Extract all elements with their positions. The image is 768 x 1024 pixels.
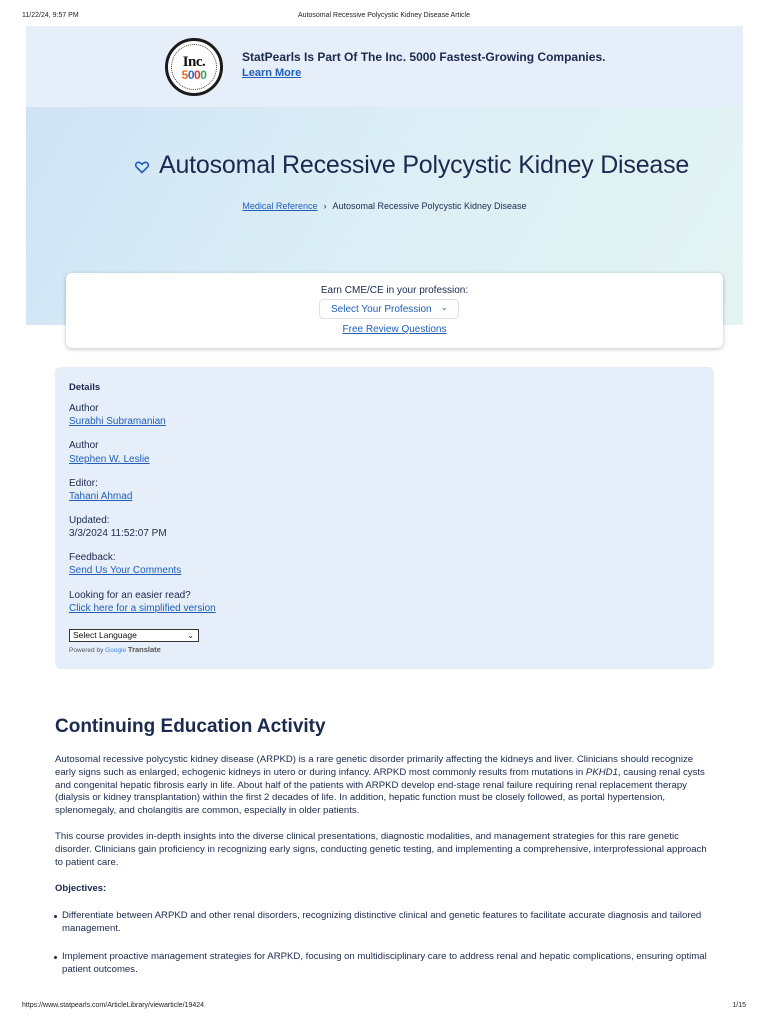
breadcrumb-medical-reference[interactable]: Medical Reference xyxy=(242,201,318,211)
course-paragraph: This course provides in-depth insights into the diverse clinical presentations, diagnostic modalities, and management strategies for this rare genetic disorder. Clinicians gain proficiency in recognizing early signs, conducting genetic testing, and implementing a comprehensive, interprofessional approach to patient care. xyxy=(55,831,707,868)
learn-more-link[interactable]: Learn More xyxy=(242,67,302,79)
easier-read-label: Looking for an easier read? xyxy=(69,590,191,601)
details-panel xyxy=(55,367,714,669)
profession-select-value: Select Your Profession xyxy=(331,304,432,315)
print-url: https://www.statpearls.com/ArticleLibrary/viewarticle/19424 xyxy=(22,1002,205,1009)
author-link-leslie[interactable]: Stephen W. Leslie xyxy=(69,454,150,465)
author-label: Author xyxy=(69,440,99,451)
print-doc-title: Autosomal Recessive Polycystic Kidney Disease Article xyxy=(298,12,470,19)
language-select-value: Select Language xyxy=(73,630,137,640)
intro-paragraph: Autosomal recessive polycystic kidney disease (ARPKD) is a rare genetic disorder primarily affecting the kidneys and liver. Clinicians should recognize early signs such as enlarged, echogenic kidneys in utero or during infancy. ARPKD most commonly results from mutations in PKHD1, causing renal cysts and congenital hepatic fibrosis early in life. About half of the patients with ARPKD develop end-stage renal failure requiring renal replacement therapy (dialysis or kidney transplantation) within the first 2 decades of life. In addition, hepatic function must be closely followed, as portal hypertension, splenomegaly, and cholangitis are common, especially in older patients. xyxy=(55,754,705,817)
details-heading: Details xyxy=(69,382,101,393)
updated-label: Updated: xyxy=(69,515,110,526)
objective-item: Differentiate between ARPKD and other renal disorders, recognizing distinctive clinical and genetic features to facilitate accurate diagnosis and tailored management. xyxy=(62,910,710,936)
editor-link-ahmad[interactable]: Tahani Ahmad xyxy=(69,491,133,502)
free-review-questions-link[interactable]: Free Review Questions xyxy=(342,324,447,335)
simplified-version-link[interactable]: Click here for a simplified version xyxy=(69,603,216,614)
editor-label: Editor: xyxy=(69,478,98,489)
print-header xyxy=(0,12,768,24)
language-select[interactable] xyxy=(69,629,199,642)
chevron-down-icon: ⌄ xyxy=(187,631,194,640)
breadcrumb xyxy=(26,201,743,211)
print-datetime: 11/22/24, 9:57 PM xyxy=(22,12,79,19)
feedback-label: Feedback: xyxy=(69,552,116,563)
badge-5000-text: 5000 xyxy=(181,68,207,82)
inc-5000-badge-icon xyxy=(165,38,223,96)
promo-banner xyxy=(26,26,743,107)
print-page-number: 1/15 xyxy=(732,1002,746,1009)
page-title: Autosomal Recessive Polycystic Kidney Disease xyxy=(159,151,690,179)
objectives-heading: Objectives: xyxy=(55,883,107,894)
updated-value: 3/3/2024 11:52:07 PM xyxy=(69,528,167,539)
breadcrumb-current: Autosomal Recessive Polycystic Kidney Disease xyxy=(332,201,527,211)
gene-name: PKHD1 xyxy=(585,766,618,778)
chevron-right-icon: › xyxy=(323,201,327,211)
author-link-subramanian[interactable]: Surabhi Subramanian xyxy=(69,416,166,427)
author-label: Author xyxy=(69,403,99,414)
banner-message: StatPearls Is Part Of The Inc. 5000 Fastest-Growing Companies. xyxy=(242,50,606,64)
send-comments-link[interactable]: Send Us Your Comments xyxy=(69,565,182,576)
chevron-down-icon: ⌄ xyxy=(440,302,448,312)
badge-inc-text: Inc. xyxy=(182,54,206,70)
section-title: Continuing Education Activity xyxy=(55,716,326,737)
google-translate-attribution: Powered by Google Translate xyxy=(69,645,161,654)
cme-label: Earn CME/CE in your profession: xyxy=(320,285,469,296)
objective-item: Implement proactive management strategies for ARPKD, focusing on multidisciplinary care to address renal and hepatic complications, ensuring optimal patient outcomes. xyxy=(62,951,710,977)
cme-card xyxy=(66,273,723,348)
profession-select[interactable] xyxy=(319,299,459,319)
heart-outline-icon[interactable] xyxy=(134,159,150,175)
print-footer xyxy=(0,1002,768,1014)
